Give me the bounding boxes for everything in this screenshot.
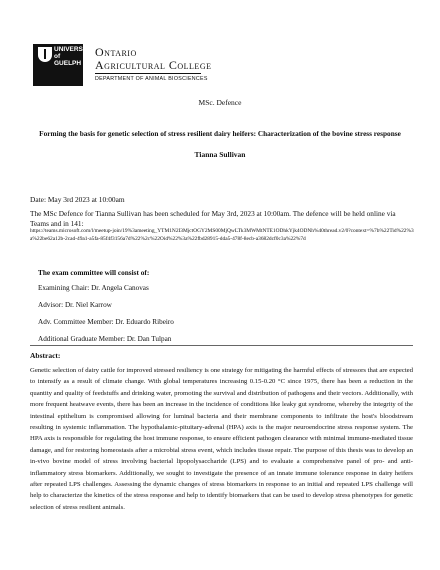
department-name: DEPARTMENT OF ANIMAL BIOSCIENCES	[95, 76, 208, 82]
logo-wordmark	[54, 46, 93, 67]
date-line: Date: May 3rd 2023 at 10:00am	[30, 195, 125, 204]
committee-member: Adv. Committee Member: Dr. Eduardo Ribeiro	[38, 318, 174, 326]
abstract-heading: Abstract:	[30, 351, 61, 360]
college-name-line-1: Ontario	[95, 45, 137, 59]
college-name-line-2: Agricultural College	[95, 58, 212, 72]
shield-icon	[38, 47, 52, 62]
committee-member: Advisor: Dr. Niel Karrow	[38, 301, 112, 309]
abstract-divider	[30, 345, 413, 346]
logo-line-3: GUELPH	[54, 60, 82, 67]
author-name: Tianna Sullivan	[194, 150, 246, 159]
logo-line-2: of	[54, 53, 61, 60]
header-divider	[95, 73, 201, 74]
committee-member: Additional Graduate Member: Dr. Dan Tulpan	[38, 335, 172, 343]
event-label: MSc. Defence	[198, 98, 242, 107]
logo-line-1: UNIVERSITY	[54, 46, 94, 53]
intro-paragraph: The MSc Defence for Tianna Sullivan has been scheduled for May 3rd, 2023 at 10:00am. The defence will be held online via Teams and in 141:	[30, 209, 396, 228]
thesis-title: Forming the basis for genetic selection of stress resilient dairy heifers: Characterization of the bovine stress response	[39, 129, 401, 138]
committee-member: Examining Chair: Dr. Angela Canovas	[38, 284, 149, 292]
university-logo	[33, 44, 94, 86]
committee-header: The exam committee will consist of:	[38, 268, 150, 277]
teams-meeting-link[interactable]: https://teams.microsoft.com/l/meetup-join/19%3ameeting_YTM1N2I3MjctOGY2MS00MjQwLTk3MWMtNTE1ODhkYjk4ODNh%40thread.v2/0?context=%7b%22Tid%22%3a%22be62a12b-2cad-49a1-a5fa-85f4f3156a7d%22%2c%22Oid%22%3a%22fbd28915-dda5-478f-8ecb-a3682dcf0c3a%22%7d	[30, 228, 414, 242]
abstract-body: Genetic selection of dairy cattle for improved stressed resiliency is one strategy for mitigating the harmful effects of stressors that are expected to intensify as a result of climate change. With global temperatures increasing 0.15-0.20 °C since 1975, there has been a reduction in the quantity and quality of feedstuffs and drinking water, promoting the survival and distribution of pathogens and their vectors. Additionally, with more frequent heatwave events, there has been an increase in the incidence of conditions like leaky gut syndrome, whereby the integrity of the intestinal epithelium is compromised allowing for luminal bacteria and their membrane components to infiltrate the host's bloodstream resulting in systemic inflammation. The hypothalamic-pituitary-adrenal (HPA) axis is the major neuroendocrine stress response system. The HPA axis is responsible for regulating the host immune response, to ensure efficient pathogen clearance with minimal immune-mediated tissue damage, and for restoring homeostasis after a microbial stress event, which includes tissue repair. The purpose of this thesis was to develop an in-vivo bovine model of stress involving bacterial lipopolysaccharide (LPS) and to evaluate a comprehensive panel of pro- and anti-inflammatory stress biomarkers. Additionally, we sought to investigate the presence of an innate immune tolerance response in dairy heifers after repeated LPS challenges. Assessing the dynamic changes of stress biomarkers in response to an initial and repeated LPS challenge will help to characterize the kinetics of the stress response and help to identify biomarkers that can be used to develop stress phenotypes for genetic selection of stress resilient animals.	[30, 367, 413, 511]
